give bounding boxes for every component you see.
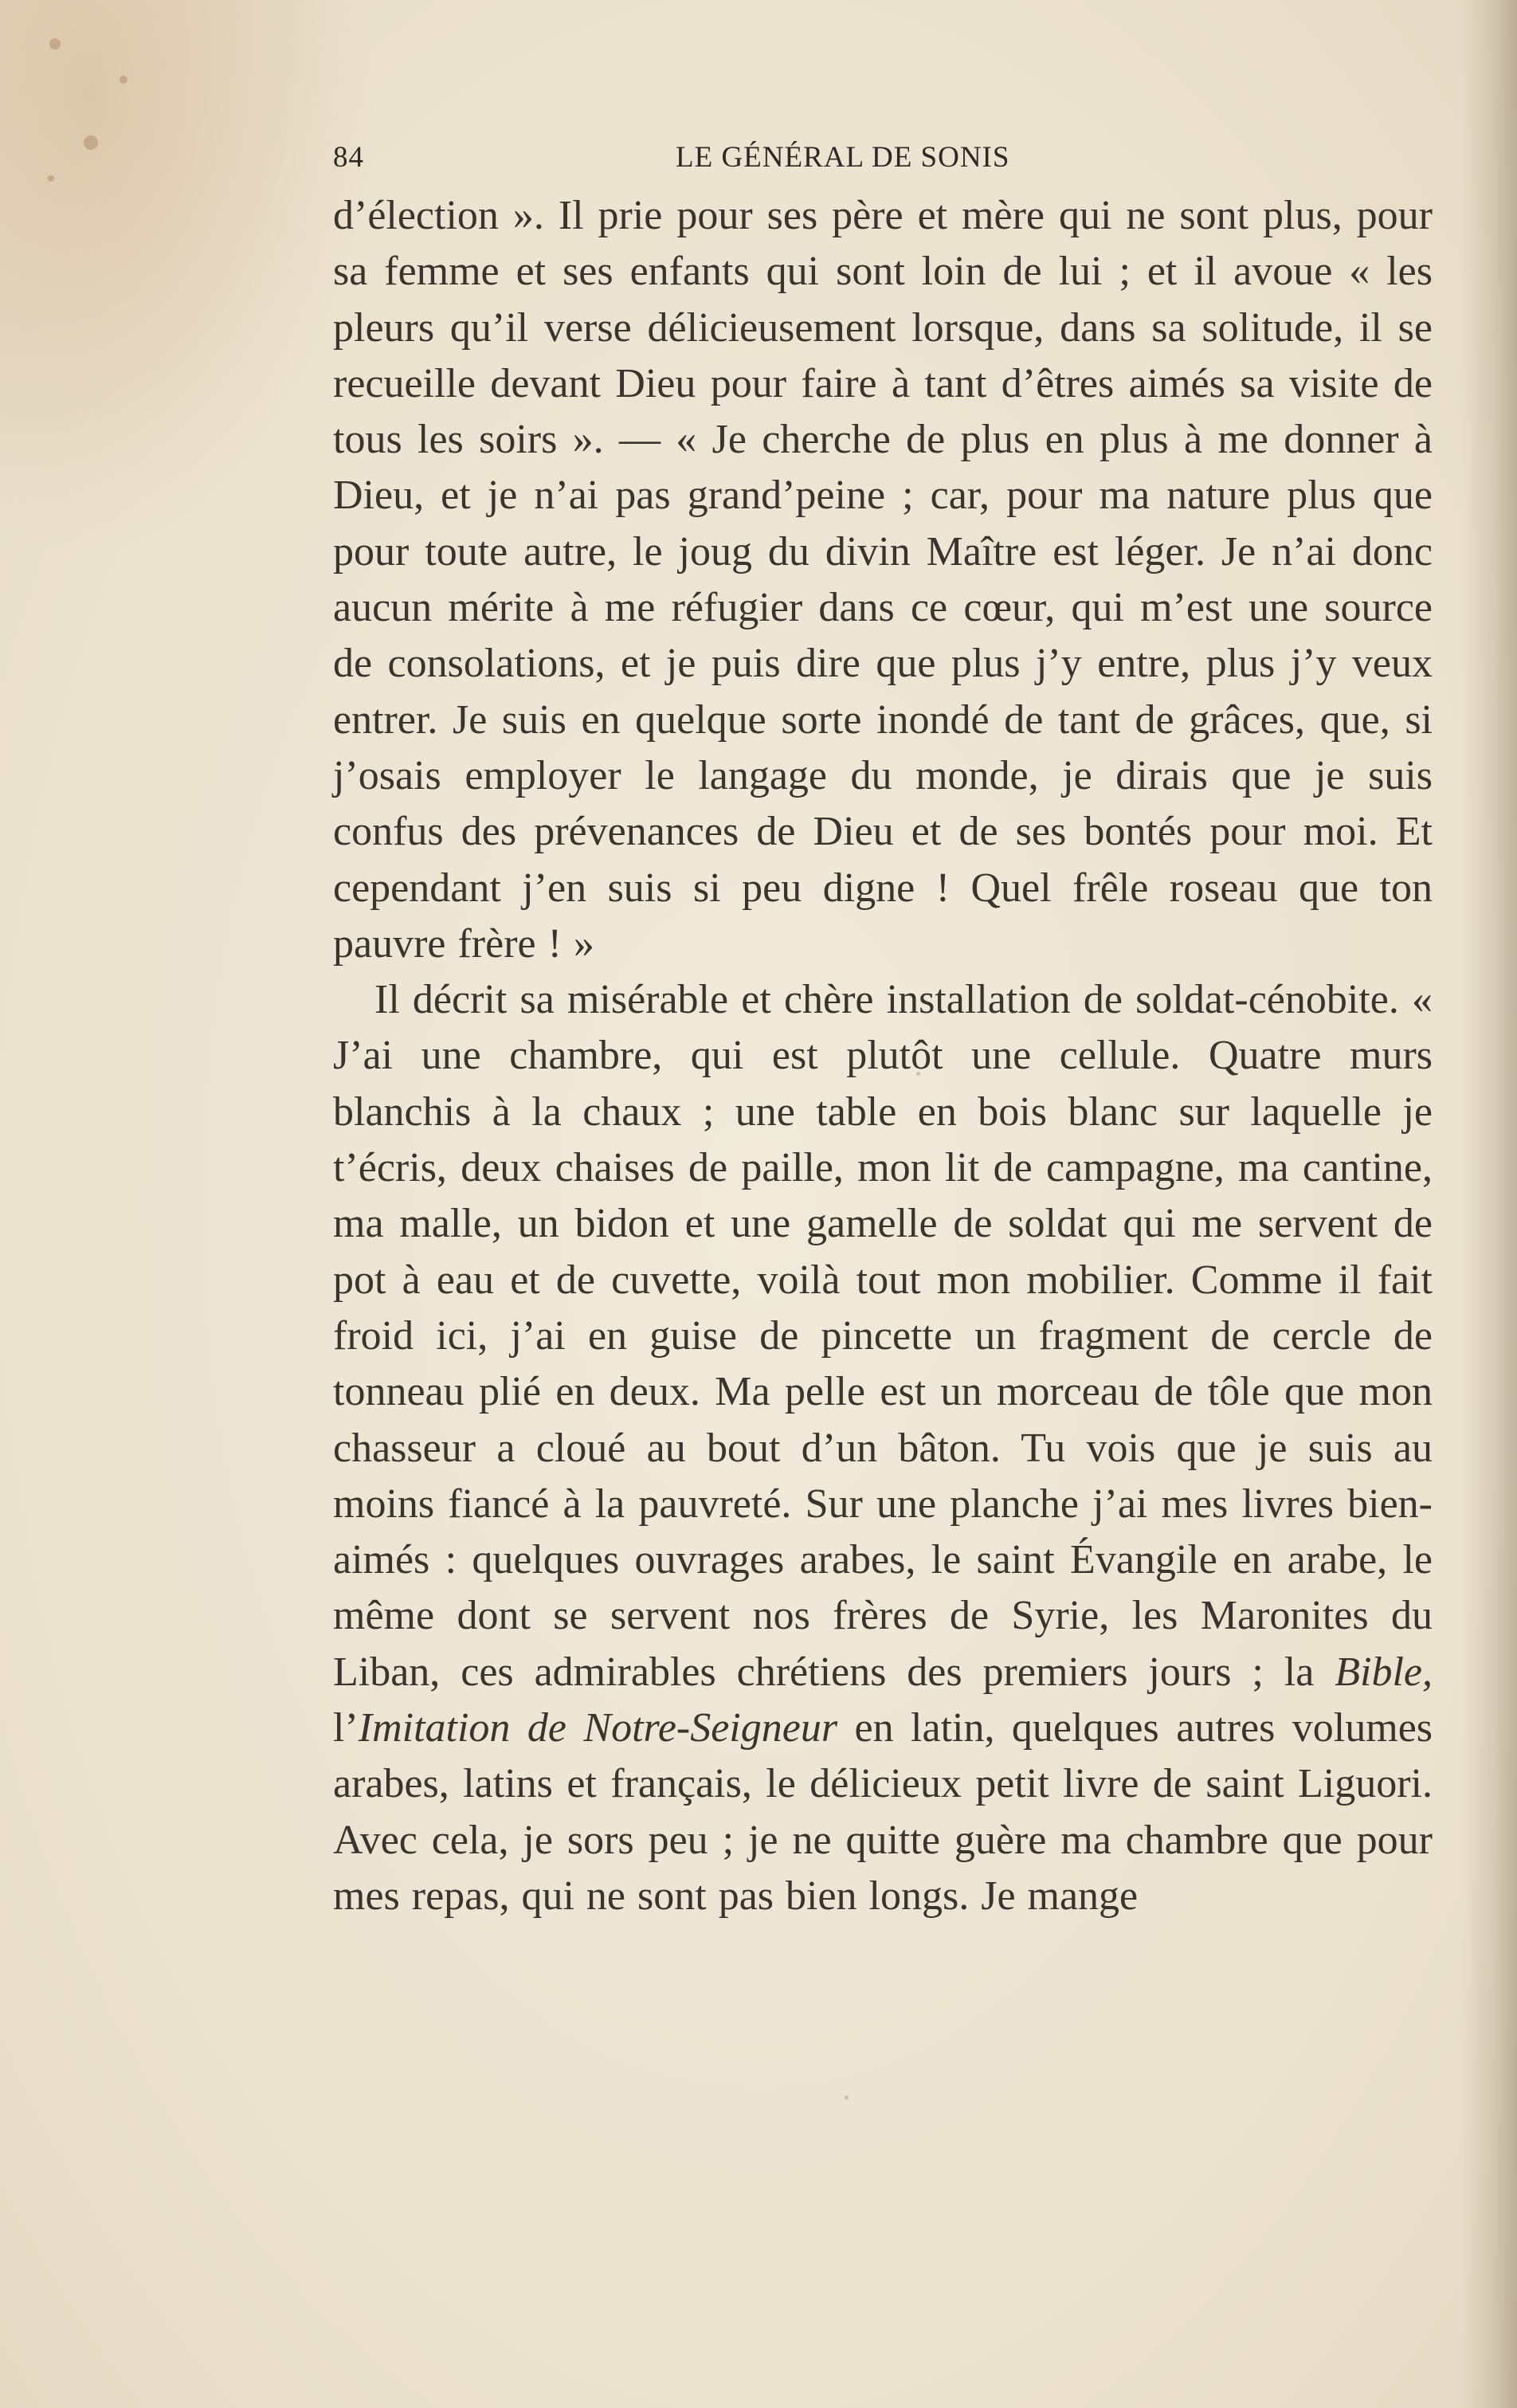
italic-title: Imitation de Notre-Seigneur bbox=[358, 1705, 838, 1751]
running-title: LE GÉNÉRAL DE SONIS bbox=[676, 141, 1010, 174]
italic-title: Bible, bbox=[1335, 1649, 1433, 1695]
body-text bbox=[333, 188, 1433, 1924]
text-run: Il décrit sa misérable et chère installation de soldat-cénobite. « J’ai une chambre, qui est plutôt une cellule. Quatre murs blanchis à la chaux ; une table en bois blanc sur laquelle je t’écris, deux chaises de paille, mon lit de campagne, ma cantine, ma malle, un bidon et une gamelle de soldat qui me servent de pot à eau et de cuvette, voilà tout mon mobilier. Comme il fait froid ici, j’ai en guise de pincette un fragment de cercle de tonneau plié en deux. Ma pelle est un morceau de tôle que mon chasseur a cloué au bout d’un bâton. Tu vois que je suis au moins fiancé à la pauvreté. Sur une planche j’ai mes livres bien-aimés : quelques ouvrages arabes, le saint Évangile en arabe, le même dont se servent nos frères de Syrie, les Maronites du Liban, ces admirables chrétiens des premiers jours ; la bbox=[333, 977, 1433, 1695]
paragraph bbox=[333, 972, 1433, 1924]
page-number: 84 bbox=[333, 141, 364, 174]
book-page bbox=[333, 134, 1433, 1924]
running-header bbox=[333, 134, 1433, 182]
text-run: l’ bbox=[333, 1705, 359, 1751]
page-edge-shadow bbox=[1461, 0, 1517, 2408]
text-run: d’élection ». Il prie pour ses père et mère qui ne sont plus, pour sa femme et ses enfants qui sont loin de lui ; et il avoue « les pleurs qu’il verse délicieusement lorsque, dans sa solitude, il se recueille devant Dieu pour faire à tant d’êtres aimés sa visite de tous les soirs ». — « Je cherche de plus en plus à me donner à Dieu, et je n’ai pas grand’peine ; car, pour ma nature plus que pour toute autre, le joug du divin Maître est léger. Je n’ai donc aucun mérite à me réfugier dans ce cœur, qui m’est une source de consolations, et je puis dire que plus j’y entre, plus j’y veux entrer. Je suis en quelque sorte inondé de tant de grâces, que, si j’osais employer le langage du monde, je dirais que je suis confus des prévenances de Dieu et de ses bontés pour moi. Et cependant j’en suis si peu digne ! Quel frêle roseau que ton pauvre frère ! » bbox=[333, 193, 1433, 967]
paragraph bbox=[333, 188, 1433, 972]
text-run: en latin, quelques autres volumes arabes, latins et français, le délicieux petit livre de saint Liguori. Avec cela, je sors peu ; je ne quitte guère ma chambre que pour mes repas, qui ne sont pas bien longs. Je mange bbox=[333, 1705, 1433, 1919]
